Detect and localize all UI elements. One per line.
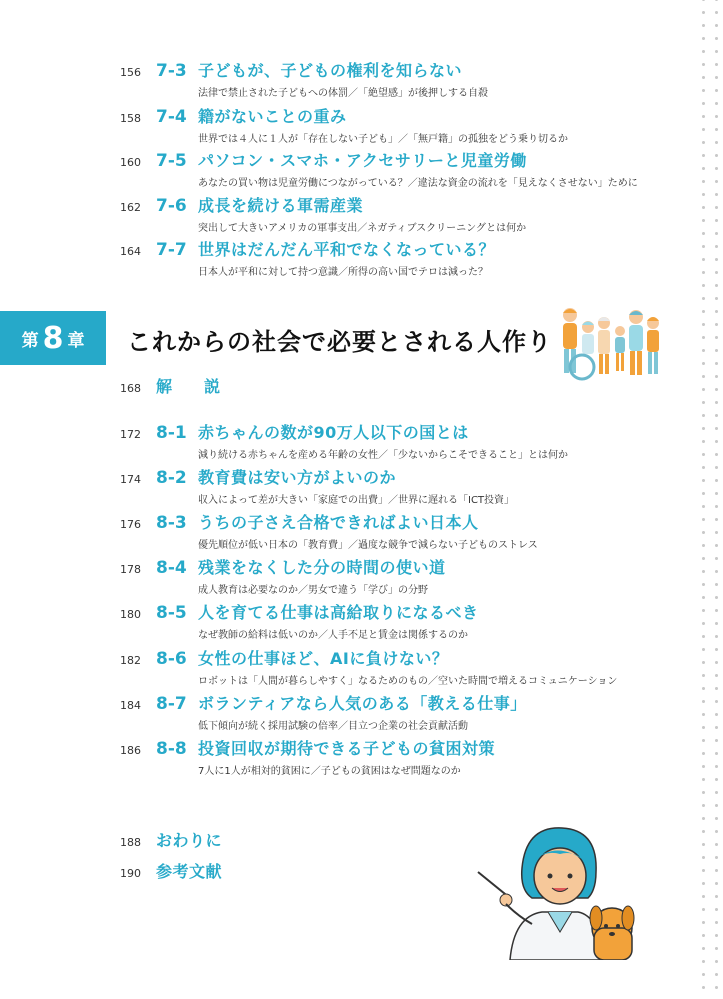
dotted-margin	[697, 0, 723, 999]
entry-subtitle: 成人教育は必要なのか／男女で違う「学び」の分野	[198, 585, 428, 596]
page-number: 160	[120, 156, 141, 169]
family-illustration	[554, 303, 664, 383]
entry-title: 子どもが、子どもの権利を知らない	[198, 61, 463, 80]
section-number: 8-7	[156, 694, 187, 714]
entry-title: おわりに	[156, 831, 223, 850]
toc-entry[interactable]	[120, 237, 680, 278]
entry-subtitle: 突出して大きいアメリカの軍事支出／ネガティブスクリーニングとは何か	[198, 223, 527, 234]
entry-title: ボランティアなら人気のある「教える仕事」	[198, 694, 527, 713]
toc-entry[interactable]	[120, 420, 680, 461]
entry-subtitle: 収入によって差が大きい「家庭での出費」／世界に遅れる「ICT投資」	[198, 495, 515, 506]
toc-entry-afterword[interactable]	[120, 828, 222, 851]
section-number: 8-3	[156, 513, 187, 533]
chapter-title: これからの社会で必要とされる人作り	[127, 328, 552, 356]
toc-entry[interactable]	[120, 736, 680, 777]
toc-entry[interactable]	[120, 600, 680, 641]
toc-entry[interactable]	[120, 691, 680, 732]
entry-title: 世界はだんだん平和でなくなっている？	[198, 240, 496, 259]
page-number: 162	[120, 201, 141, 214]
entry-subtitle: ロボットは「人間が暮らしやすく」なるためのもの／空いた時間で増えるコミュニケーション	[198, 676, 618, 687]
entry-subtitle: 世界では４人に１人が「存在しない子ども」／「無戸籍」の孤独をどう乗り切るか	[198, 134, 568, 145]
section-number: 8-8	[156, 739, 187, 759]
page-number: 190	[120, 867, 141, 880]
section-number: 7-4	[156, 107, 187, 127]
entry-subtitle: 優先順位が低い日本の「教育費」／過度な競争で減らない子どものストレス	[198, 540, 538, 551]
entry-title: 解 説	[156, 377, 229, 396]
page-number: 158	[120, 112, 141, 125]
chapter-suffix: 章	[67, 330, 85, 351]
section-number: 8-5	[156, 603, 187, 623]
entry-title: パソコン・スマホ・アクセサリーと児童労働	[198, 151, 527, 170]
section-number: 7-6	[156, 196, 187, 216]
entry-subtitle: 低下傾向が続く採用試験の倍率／目立つ企業の社会貢献活動	[198, 721, 468, 732]
toc-entry[interactable]	[120, 646, 680, 687]
entry-subtitle: 7人に1人が相対的貧困に／子どもの貧困はなぜ問題なのか	[198, 766, 461, 777]
page-number: 184	[120, 699, 141, 712]
entry-title: 人を育てる仕事は高給取りになるべき	[198, 603, 479, 622]
section-number: 7-3	[156, 61, 187, 81]
toc-entry-kaisetsu[interactable]	[120, 374, 228, 397]
section-number: 8-4	[156, 558, 187, 578]
entry-title: 残業をなくした分の時間の使い道	[198, 558, 446, 577]
toc-entry[interactable]	[120, 510, 680, 551]
entry-subtitle: 法律で禁止された子どもへの体罰／「絶望感」が後押しする自殺	[198, 88, 488, 99]
entry-title: うちの子さえ合格できればよい日本人	[198, 513, 479, 532]
page-number: 168	[120, 382, 141, 395]
toc-entry[interactable]	[120, 465, 680, 506]
page-number: 186	[120, 744, 141, 757]
page-number: 172	[120, 428, 141, 441]
toc-entry[interactable]	[120, 193, 680, 234]
page-number: 188	[120, 836, 141, 849]
entry-title: 籍がないことの重み	[198, 107, 347, 126]
entry-title: 赤ちゃんの数が90万人以下の国とは	[198, 423, 469, 442]
entry-title: 成長を続ける軍需産業	[198, 196, 364, 215]
toc-entry[interactable]	[120, 148, 680, 189]
toc-entry[interactable]	[120, 555, 680, 596]
toc-entry[interactable]	[120, 104, 680, 145]
page-number: 174	[120, 473, 141, 486]
section-number: 7-5	[156, 151, 187, 171]
section-number: 8-6	[156, 649, 187, 669]
page-number: 176	[120, 518, 141, 531]
entry-title: 参考文献	[156, 862, 223, 881]
entry-subtitle: 減り続ける赤ちゃんを産める年齢の女性／「少ないからこそできること」とは何か	[198, 450, 568, 461]
section-number: 8-2	[156, 468, 187, 488]
chapter-number: 8	[42, 320, 64, 356]
entry-title: 投資回収が期待できる子どもの貧困対策	[198, 739, 496, 758]
page-number: 156	[120, 66, 141, 79]
chapter-prefix: 第	[21, 330, 39, 351]
entry-subtitle: あなたの買い物は児童労働につながっている？／違法な資金の流れを「見えなくさせない」ために	[198, 178, 638, 189]
section-number: 8-1	[156, 423, 187, 443]
entry-title: 教育費は安い方がよいのか	[198, 468, 397, 487]
page-number: 182	[120, 654, 141, 667]
toc-entry-references[interactable]	[120, 859, 222, 882]
page-number: 164	[120, 245, 141, 258]
toc-entry[interactable]	[120, 58, 680, 99]
entry-subtitle: 日本人が平和に対して持つ意識／所得の高い国でテロは減った？	[198, 267, 488, 278]
entry-subtitle: なぜ教師の給料は低いのか／人手不足と賃金は関係するのか	[198, 630, 468, 641]
page-number: 178	[120, 563, 141, 576]
chapter-tab	[0, 311, 106, 365]
entry-title: 女性の仕事ほど、AIに負けない？	[198, 649, 449, 668]
section-number: 7-7	[156, 240, 187, 260]
teacher-with-dog-illustration	[470, 820, 640, 960]
page-number: 180	[120, 608, 141, 621]
